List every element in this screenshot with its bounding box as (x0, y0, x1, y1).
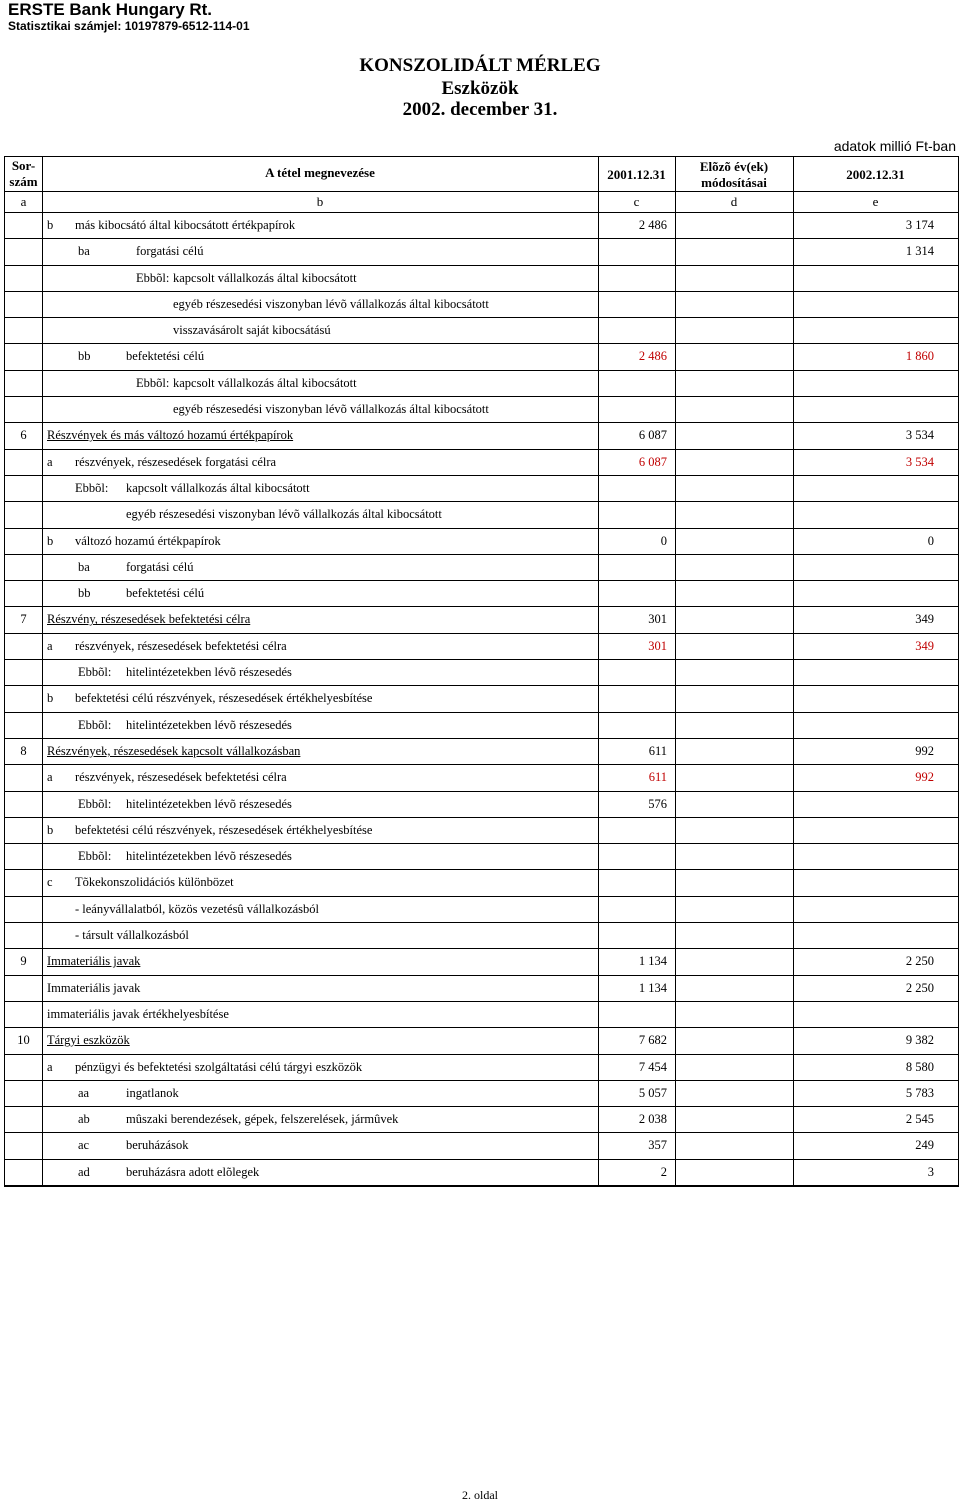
row-label: beruházásra adott elõlegek (126, 1164, 260, 1179)
value-prev: 2 486 (638, 218, 667, 232)
value-curr: 1 860 (905, 349, 934, 364)
header-prev: 2001.12.31 (607, 167, 666, 182)
row-code: Részvények, részesedések kapcsolt vállalkozásban (47, 743, 301, 758)
row-code: Tárgyi eszközök (47, 1033, 130, 1048)
row-code: Ebbõl: (78, 796, 112, 811)
balance-table (4, 156, 959, 1187)
table-row (5, 318, 958, 344)
table-row (5, 1002, 958, 1028)
row-code: Ebbõl: (78, 717, 112, 732)
row-code: b (47, 218, 54, 232)
row-label: hitelintézetekben lévõ részesedés (126, 717, 292, 732)
row-label: kapcsolt vállalkozás által kibocsátott (173, 375, 357, 390)
header-mod-a: Elõzõ év(ek) (699, 159, 769, 174)
table-header (5, 157, 958, 192)
row-code: Immateriális javak (47, 980, 141, 995)
row-label: befektetési célú (126, 586, 205, 601)
row-code: Ebbõl: (75, 480, 109, 495)
row-code: ba (78, 559, 90, 574)
table-row (5, 1055, 958, 1081)
row-label: más kibocsátó által kibocsátott értékpapírok (75, 218, 296, 232)
row-label: egyéb részesedési viszonyban lévõ vállalkozás által kibocsátott (173, 402, 489, 417)
row-label: egyéb részesedési viszonyban lévõ vállalkozás által kibocsátott (126, 507, 442, 522)
table-row (5, 923, 958, 949)
row-number: 9 (20, 954, 27, 969)
table-row (5, 660, 958, 686)
row-label: kapcsolt vállalkozás által kibocsátott (173, 270, 357, 285)
table-row (5, 713, 958, 739)
value-curr: 249 (915, 1138, 934, 1153)
row-code: Ebbõl: (136, 270, 170, 285)
row-code: Részvények és más változó hozamú értékpapírok (47, 428, 294, 443)
bank-name: ERSTE Bank Hungary Rt. (8, 0, 213, 19)
row-label: változó hozamú értékpapírok (75, 533, 221, 548)
table-row (5, 397, 958, 423)
row-label: beruházások (126, 1138, 189, 1153)
table-row (5, 686, 958, 712)
row-code: a (47, 770, 53, 785)
row-label: kapcsolt vállalkozás által kibocsátott (126, 480, 310, 495)
header-mod-b: módosításai (701, 175, 767, 190)
table-row (5, 976, 958, 1002)
row-code: Ebbõl: (78, 665, 112, 680)
row-code: immateriális javak értékhelyesbítése (47, 1006, 229, 1021)
header-sor-a: Sor- (11, 158, 36, 173)
value-curr: 3 174 (905, 218, 934, 232)
table-row (5, 476, 958, 502)
value-curr: 5 783 (905, 1085, 934, 1100)
table-row (5, 739, 958, 765)
value-prev: 301 (648, 612, 667, 627)
row-label: forgatási célú (126, 559, 194, 574)
row-number: 6 (20, 428, 27, 443)
row-code: c (47, 875, 53, 890)
header-name: A tétel megnevezése (265, 165, 375, 180)
letter-c: c (633, 194, 640, 209)
letter-e: e (872, 194, 879, 209)
row-number: 8 (20, 743, 27, 758)
letter-row (5, 192, 958, 213)
row-label: - leányvállalatból, közös vezetésû vállalkozásból (75, 901, 320, 916)
row-label: hitelintézetekben lévõ részesedés (126, 796, 292, 811)
table-row (5, 1028, 958, 1054)
value-curr: 0 (927, 533, 934, 548)
row-label: forgatási célú (136, 244, 204, 259)
value-prev: 301 (648, 638, 667, 653)
row-code: aa (78, 1085, 90, 1100)
row-label: ingatlanok (126, 1085, 179, 1100)
value-prev: 0 (660, 533, 667, 548)
table-row (5, 213, 958, 239)
table-row (5, 423, 958, 449)
value-curr: 8 580 (905, 1059, 934, 1074)
stat-id: Statisztikai számjel: 10197879-6512-114-01 (8, 19, 250, 33)
value-curr: 992 (915, 770, 934, 785)
letter-b: b (316, 194, 324, 209)
table-row (5, 266, 958, 292)
doc-subtitle: Eszközök (441, 78, 519, 99)
value-curr: 2 250 (905, 954, 934, 969)
value-prev: 576 (648, 796, 667, 811)
row-number: 7 (20, 612, 27, 627)
table-row (5, 844, 958, 870)
value-prev: 1 134 (638, 954, 667, 969)
row-label: hitelintézetekben lévõ részesedés (126, 665, 292, 680)
row-label: visszavásárolt saját kibocsátású (173, 323, 331, 338)
row-label: mûszaki berendezések, gépek, felszerelések, jármûvek (126, 1112, 399, 1127)
value-curr: 3 (927, 1164, 934, 1179)
table-row (5, 607, 958, 633)
row-code: b (47, 822, 54, 837)
table-row (5, 555, 958, 581)
table-row (5, 949, 958, 975)
row-label: egyéb részesedési viszonyban lévõ vállalkozás által kibocsátott (173, 296, 489, 311)
table-row (5, 818, 958, 844)
table-row (5, 1107, 958, 1133)
row-code: ba (78, 244, 90, 259)
header-sor-b: szám (9, 174, 38, 189)
row-code: a (47, 454, 53, 469)
row-code: ab (78, 1112, 90, 1127)
value-prev: 2 038 (638, 1112, 667, 1127)
table-row (5, 344, 958, 370)
value-curr: 2 250 (905, 980, 934, 995)
value-curr: 1 314 (905, 244, 934, 259)
table-row (5, 529, 958, 555)
table-body (5, 213, 958, 1186)
header-curr: 2002.12.31 (846, 167, 905, 182)
row-label: befektetési célú (126, 349, 205, 364)
value-prev: 5 057 (638, 1085, 667, 1100)
table-row (5, 239, 958, 265)
table-row (5, 1133, 958, 1159)
value-curr: 2 545 (905, 1112, 934, 1127)
row-label: pénzügyi és befektetési szolgáltatási célú tárgyi eszközök (75, 1059, 363, 1074)
value-prev: 611 (648, 770, 667, 785)
doc-date: 2002. december 31. (402, 99, 558, 120)
row-label: részvények, részesedések befektetési célra (75, 638, 287, 653)
table-row (5, 897, 958, 923)
value-prev: 1 134 (638, 980, 667, 995)
page-number: 2. oldal (462, 1488, 498, 1502)
doc-title: KONSZOLIDÁLT MÉRLEG (359, 55, 601, 76)
row-code: Részvény, részesedések befektetési célra (47, 612, 251, 627)
unit-note: adatok millió Ft-ban (833, 138, 956, 154)
row-code: ad (78, 1164, 90, 1179)
row-number: 10 (17, 1033, 30, 1048)
value-prev: 7 454 (638, 1059, 667, 1074)
table-row (5, 1160, 958, 1186)
value-prev: 611 (648, 743, 667, 758)
value-prev: 2 (660, 1164, 667, 1179)
value-prev: 6 087 (638, 428, 667, 443)
table-row (5, 502, 958, 528)
table-row (5, 292, 958, 318)
value-curr: 9 382 (905, 1033, 934, 1048)
table-row (5, 1081, 958, 1107)
row-code: b (47, 691, 54, 706)
value-curr: 3 534 (905, 454, 934, 469)
table-row (5, 765, 958, 791)
letter-d: d (730, 194, 738, 209)
row-label: befektetési célú részvények, részesedések értékhelyesbítése (75, 691, 373, 706)
table-row (5, 371, 958, 397)
row-label: részvények, részesedések befektetési célra (75, 770, 287, 785)
row-label: Tõkekonszolidációs különbözet (75, 875, 234, 890)
row-label: befektetési célú részvények, részesedések értékhelyesbítése (75, 822, 373, 837)
row-code: b (47, 533, 54, 548)
value-prev: 7 682 (638, 1033, 667, 1048)
row-label: hitelintézetekben lévõ részesedés (126, 849, 292, 864)
letter-a: a (20, 194, 27, 209)
value-curr: 349 (915, 612, 934, 627)
table-row (5, 581, 958, 607)
row-code: bb (78, 349, 91, 364)
row-code: Immateriális javak (47, 954, 141, 969)
row-label: - társult vállalkozásból (75, 928, 189, 943)
value-prev: 2 486 (638, 349, 667, 364)
row-code: Ebbõl: (78, 849, 112, 864)
table-row (5, 870, 958, 896)
table-row (5, 792, 958, 818)
value-prev: 357 (648, 1138, 667, 1153)
row-code: Ebbõl: (136, 375, 170, 390)
row-code: ac (78, 1138, 90, 1153)
row-code: a (47, 1059, 53, 1074)
row-code: bb (78, 586, 91, 601)
value-curr: 992 (915, 743, 934, 758)
row-label: részvények, részesedések forgatási célra (75, 454, 277, 469)
value-curr: 3 534 (905, 428, 934, 443)
row-code: a (47, 638, 53, 653)
value-prev: 6 087 (638, 454, 667, 469)
table-row (5, 450, 958, 476)
table-row (5, 634, 958, 660)
value-curr: 349 (915, 638, 934, 653)
